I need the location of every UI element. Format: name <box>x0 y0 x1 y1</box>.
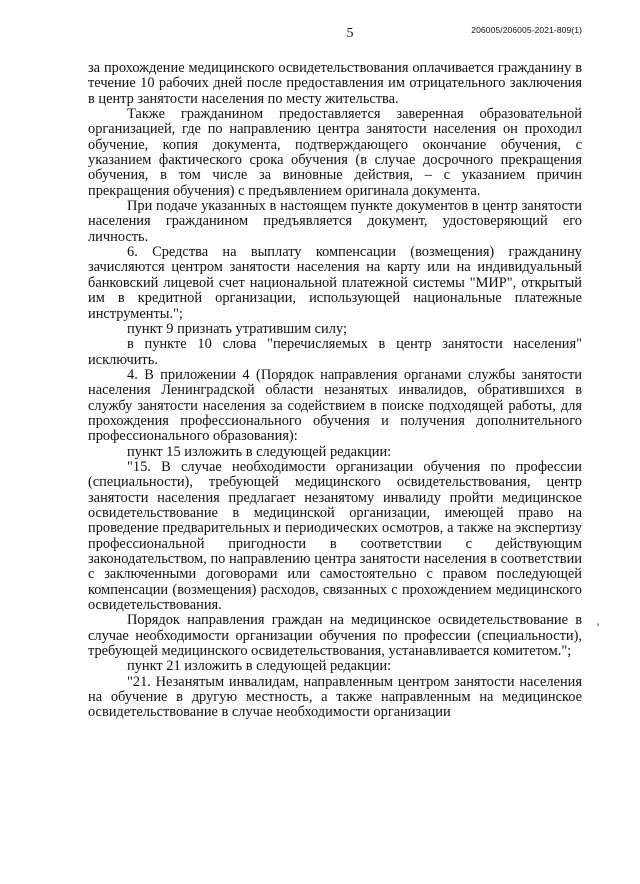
paragraph: "15. В случае необходимости организации обучения по профессии (специальности), требующей медицинского освидетельствования, центр занятости населения предлагает незанятому инвалиду пройти медицинское освидетельствование в медицинской организации, имеющей право на проведение предварительных и периодических осмотров, а также на экспертизу профессиональной пригодности в соответствии с действующим законодательством, по направлению центра занятости населения в соответствии с заключенными договорами или самостоятельно с правом последующей компенсации (возмещения) расходов, связанных с прохождением медицинского освидетельствования. <box>88 458 582 614</box>
page-number: 5 <box>346 26 354 41</box>
paragraph: в пункте 10 слова "перечисляемых в центр занятости населения" исключить. <box>88 336 582 368</box>
paragraph: Порядок направления граждан на медицинское освидетельствование в случае необходимости организации обучения по профессии (специальности), требующей медицинского освидетельствования, устанавливается комитетом."; <box>88 612 582 660</box>
paragraph: пункт 9 признать утратившим силу; <box>127 320 347 337</box>
paragraph: При подаче указанных в настоящем пункте документов в центр занятости населения гражданином предъявляется документ, удостоверяющий его личность. <box>88 198 582 245</box>
document-id: 206005/206005-2021-809(1) <box>471 25 582 35</box>
paragraph: Также гражданином предоставляется заверенная образовательной организацией, где по направлению центра занятости населения он проходил обучение, копия документа, подтверждающего окончание обучения, с указанием фактического срока обучения (в случае досрочного прекращения обучения, в том числе за виновные действия, – с указанием причин прекращения обучения) с предъявлением оригинала документа. <box>88 106 582 199</box>
paragraph: 4. В приложении 4 (Порядок направления органами службы занятости населения Ленинградской области незанятых инвалидов, обратившихся в службу занятости населения за содействием в поиске подходящей работы, для прохождения профессионального обучения и получения дополнительного профессионального образования): <box>88 366 582 445</box>
document-body <box>88 61 582 721</box>
paragraph: "21. Незанятым инвалидам, направленным центром занятости населения на обучение в другую местность, а также направленным на медицинское освидетельствование в случае необходимости организации <box>88 673 582 721</box>
paragraph: 6. Средства на выплату компенсации (возмещения) гражданину зачисляются центром занятости населения на карту или на индивидуальный банковский лицевой счет национальной платежной системы "МИР", открытый им в кредитной организации, использующей национальные платежные инструменты."; <box>88 244 582 322</box>
paragraph: пункт 15 изложить в следующей редакции: <box>127 443 392 460</box>
scan-mark: ' <box>597 620 600 634</box>
paragraph: пункт 21 изложить в следующей редакции: <box>127 658 392 675</box>
paragraph: за прохождение медицинского освидетельствования оплачивается гражданину в течение 10 рабочих дней после предоставления им отрицательного заключения в центр занятости населения по месту жительства. <box>88 60 582 107</box>
